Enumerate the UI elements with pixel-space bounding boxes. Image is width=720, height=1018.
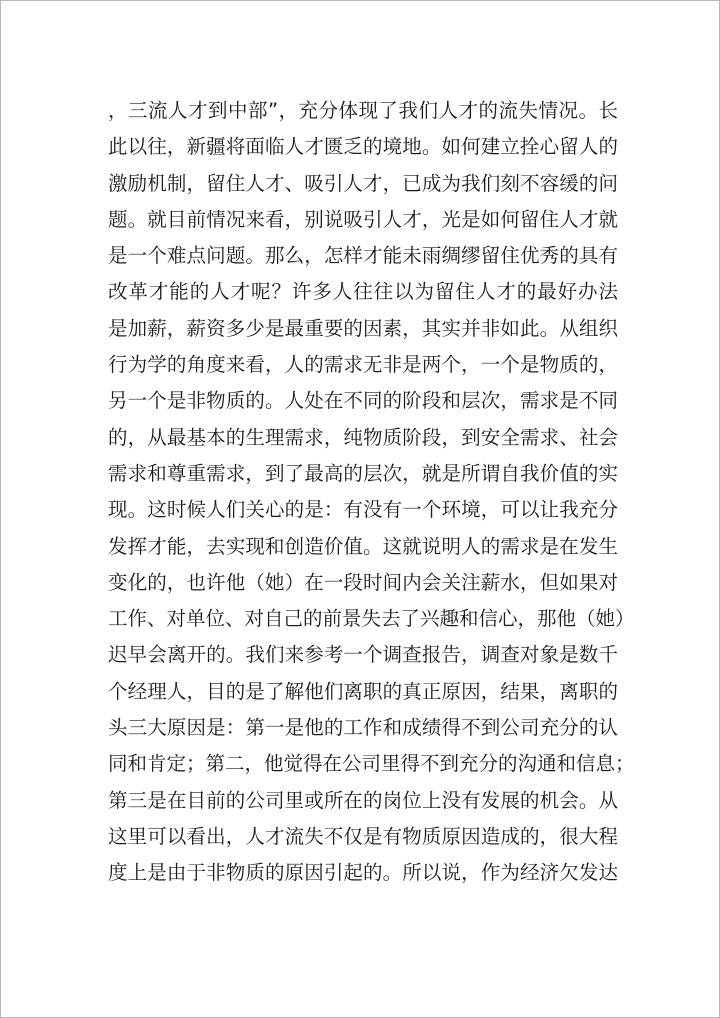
text-line: 的，从最基本的生理需求，纯物质阶段，到安全需求、社会 [108, 425, 618, 449]
text-line: 此以往，新疆将面临人才匮乏的境地。如何建立拴心留人的 [108, 135, 618, 159]
text-line: 现。这时候人们关心的是：有没有一个环境，可以让我充分 [108, 498, 618, 522]
body-text [108, 93, 635, 892]
text-line: 发挥才能，去实现和创造价值。这就说明人的需求是在发生 [108, 534, 618, 558]
text-line: ，三流人才到中部”，充分体现了我们人才的流失情况。长 [108, 99, 618, 122]
text-line: 第三是在目前的公司里或所在的岗位上没有发展的机会。从 [108, 788, 618, 812]
text-line: 迟早会离开的。我们来参考一个调查报告，调查对象是数千 [108, 643, 618, 667]
text-line: 工作、对单位、对自己的前景失去了兴趣和信心，那他（她） [108, 607, 635, 631]
text-line: 个经理人，目的是了解他们离职的真正原因，结果，离职的 [108, 679, 618, 703]
text-line: 这里可以看出，人才流失不仅是有物质原因造成的，很大程 [108, 824, 618, 848]
text-line: 行为学的角度来看，人的需求无非是两个，一个是物质的， [108, 353, 618, 377]
text-line: 变化的，也许他（她）在一段时间内会关注薪水，但如果对 [108, 570, 618, 594]
text-line: 题。就目前情况来看，别说吸引人才，光是如何留住人才就 [108, 207, 618, 231]
text-line: 度上是由于非物质的原因引起的。所以说，作为经济欠发达 [108, 861, 618, 885]
text-line: 是加薪，薪资多少是最重要的因素，其实并非如此。从组织 [108, 316, 618, 340]
text-line: 是一个难点问题。那么，怎样才能未雨绸缪留住优秀的具有 [108, 244, 618, 268]
text-line: 改革才能的人才呢？许多人往往以为留住人才的最好办法 [108, 280, 618, 304]
text-line: 激励机制，留住人才、吸引人才，已成为我们刻不容缓的问 [108, 171, 618, 195]
text-line: 另一个是非物质的。人处在不同的阶段和层次，需求是不同 [108, 389, 618, 413]
text-line: 同和肯定；第二，他觉得在公司里得不到充分的沟通和信息； [108, 752, 635, 776]
text-line: 需求和尊重需求，到了最高的层次，就是所谓自我价值的实 [108, 461, 618, 485]
text-line: 头三大原因是：第一是他的工作和成绩得不到公司充分的认 [108, 716, 618, 740]
